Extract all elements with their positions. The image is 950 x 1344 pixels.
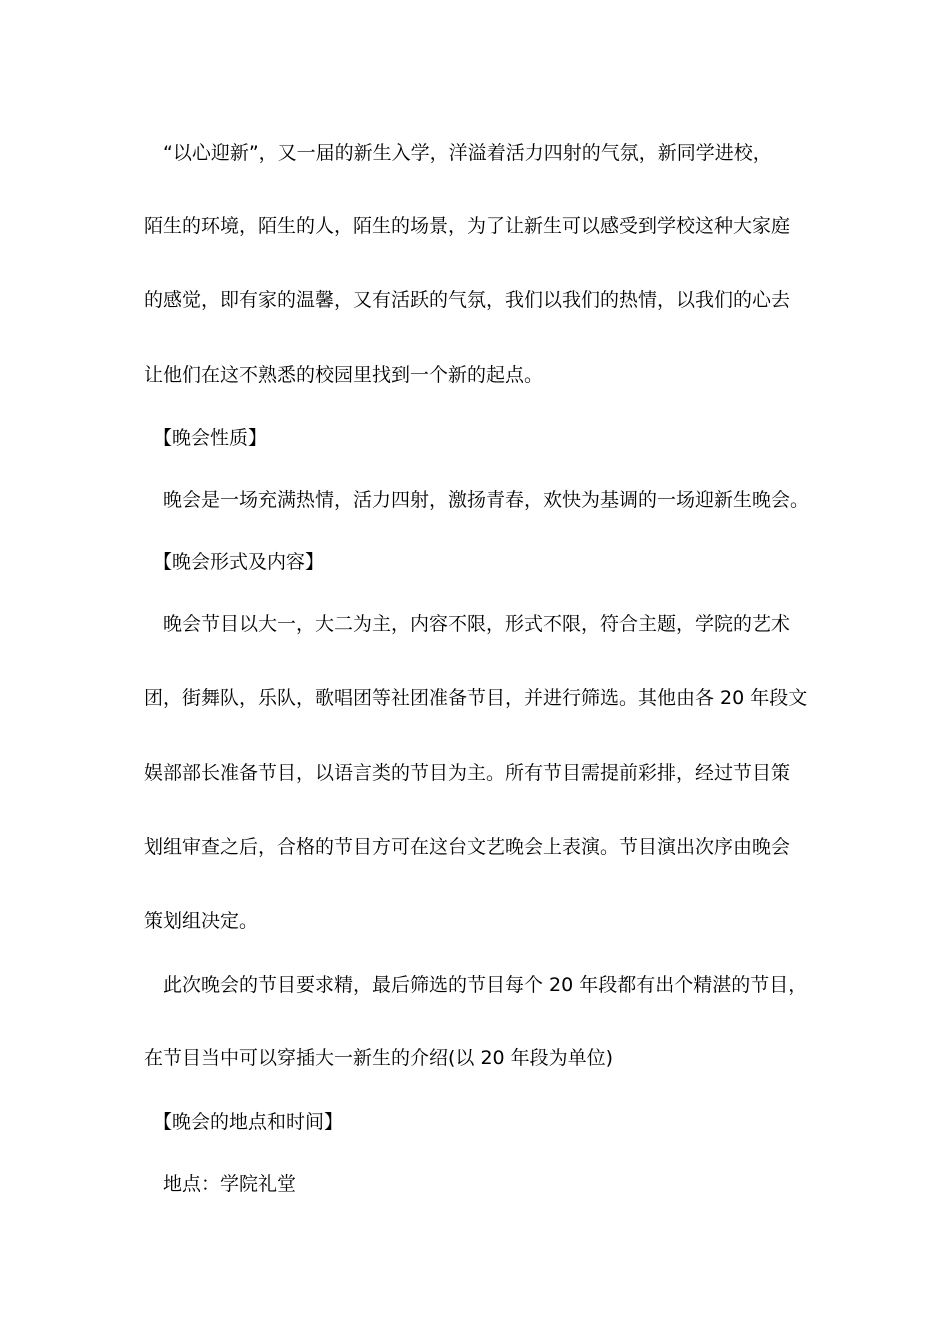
form-line-5: 策划组决定。 [144,910,259,932]
heading-form: 【晚会形式及内容】 [153,551,325,573]
nature-line-1: 晚会是一场充满热情，活力四射，激扬青春，欢快为基调的一场迎新生晚会。 [163,489,810,511]
form-para2-line-2: 在节目当中可以穿插大一新生的介绍(以 20 年段为单位) [144,1047,614,1069]
intro-line-1: “以心迎新”，又一届的新生入学，洋溢着活力四射的气氛，新同学进校， [163,142,772,164]
form-line-1: 晚会节目以大一，大二为主，内容不限，形式不限，符合主题，学院的艺术 [163,613,791,635]
heading-place-time: 【晚会的地点和时间】 [153,1111,344,1133]
location-line: 地点：学院礼堂 [163,1173,297,1195]
intro-line-3: 的感觉，即有家的温馨，又有活跃的气氛，我们以我们的热情，以我们的心去 [144,289,791,311]
form-para2-line-1: 此次晚会的节目要求精，最后筛选的节目每个 20 年段都有出个精湛的节目， [163,974,808,996]
intro-line-2: 陌生的环境，陌生的人，陌生的场景，为了让新生可以感受到学校这种大家庭 [144,215,791,237]
form-line-4: 划组审查之后，合格的节目方可在这台文艺晚会上表演。节目演出次序由晚会 [144,836,791,858]
intro-line-4: 让他们在这不熟悉的校园里找到一个新的起点。 [144,364,544,386]
heading-nature: 【晚会性质】 [153,427,268,449]
form-line-3: 娱部部长准备节目，以语言类的节目为主。所有节目需提前彩排，经过节目策 [144,762,791,784]
form-line-2: 团，街舞队，乐队，歌唱团等社团准备节目，并进行筛选。其他由各 20 年段文 [144,687,808,709]
